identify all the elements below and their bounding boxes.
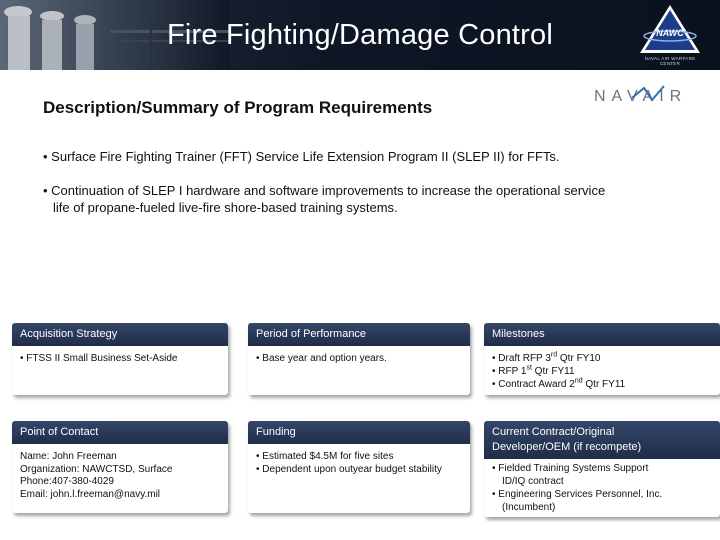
section-heading: Description/Summary of Program Requirements: [43, 98, 433, 117]
acquisition-item: • FTSS II Small Business Set-Aside: [20, 353, 178, 364]
current-contract-title: [484, 421, 720, 459]
header-banner: [0, 0, 720, 70]
point-of-contact-title: Point of Contact: [12, 421, 228, 444]
contract-item: • Engineering Services Personnel, Inc.: [492, 489, 663, 500]
current-contract-title-line-1: Current Contract/Original: [492, 426, 615, 438]
contact-organization: Organization: NAWCTSD, Surface: [20, 463, 173, 475]
contract-item: • Fielded Training Systems Support: [492, 463, 649, 474]
current-contract-title-line-2: Developer/OEM (if recompete): [492, 441, 642, 453]
acquisition-strategy-card: [12, 323, 228, 395]
contact-phone: Phone:407-380-4029: [20, 476, 114, 487]
acquisition-strategy-body: [12, 346, 228, 371]
page-title: Fire Fighting/Damage Control: [167, 19, 553, 51]
milestone-item: • Contract Award 2nd Qtr FY11: [492, 377, 626, 390]
point-of-contact-card: [12, 421, 228, 513]
period-item: • Base year and option years.: [256, 353, 387, 364]
period-of-performance-card: [248, 323, 470, 395]
funding-card: [248, 421, 470, 513]
requirement-bullet-2-line-2: life of propane-fueled live-fire shore-based training systems.: [53, 200, 398, 215]
point-of-contact-body: [12, 444, 228, 507]
nawc-logo-text: NAWC: [656, 28, 684, 38]
period-of-performance-title: Period of Performance: [248, 323, 470, 346]
contact-email: Email: john.l.freeman@navy.mil: [20, 488, 161, 500]
contract-item-continuation: ID/IQ contract: [502, 476, 564, 487]
navair-logo-text: NAVAIR: [594, 88, 688, 105]
contract-item-continuation: (Incumbent): [502, 502, 556, 513]
funding-body: [248, 444, 470, 482]
requirement-bullet-2: [43, 182, 673, 216]
funding-item: • Dependent upon outyear budget stability: [256, 464, 442, 475]
milestones-body: [484, 346, 720, 397]
funding-item: • Estimated $4.5M for five sites: [256, 451, 394, 462]
milestones-title: Milestones: [484, 323, 720, 346]
requirement-bullet-2-line-1: • Continuation of SLEP I hardware and software improvements to increase the operational service: [43, 183, 606, 198]
navair-logo: [592, 84, 720, 106]
acquisition-strategy-title: Acquisition Strategy: [12, 323, 228, 346]
current-contract-card: [484, 421, 720, 517]
funding-title: Funding: [248, 421, 470, 444]
milestones-card: [484, 323, 720, 395]
requirement-bullet-1: • Surface Fire Fighting Trainer (FFT) Service Life Extension Program II (SLEP II) for FFTs.: [43, 149, 560, 164]
nawc-subtext: NAVAL AIR WARFARE CENTER: [644, 56, 696, 66]
milestone-item: • RFP 1st Qtr FY11: [492, 364, 575, 377]
contact-name: Name: John Freeman: [20, 451, 117, 462]
milestone-item: • Draft RFP 3rd Qtr FY10: [492, 351, 601, 364]
period-of-performance-body: [248, 346, 470, 371]
current-contract-body: [484, 459, 720, 520]
